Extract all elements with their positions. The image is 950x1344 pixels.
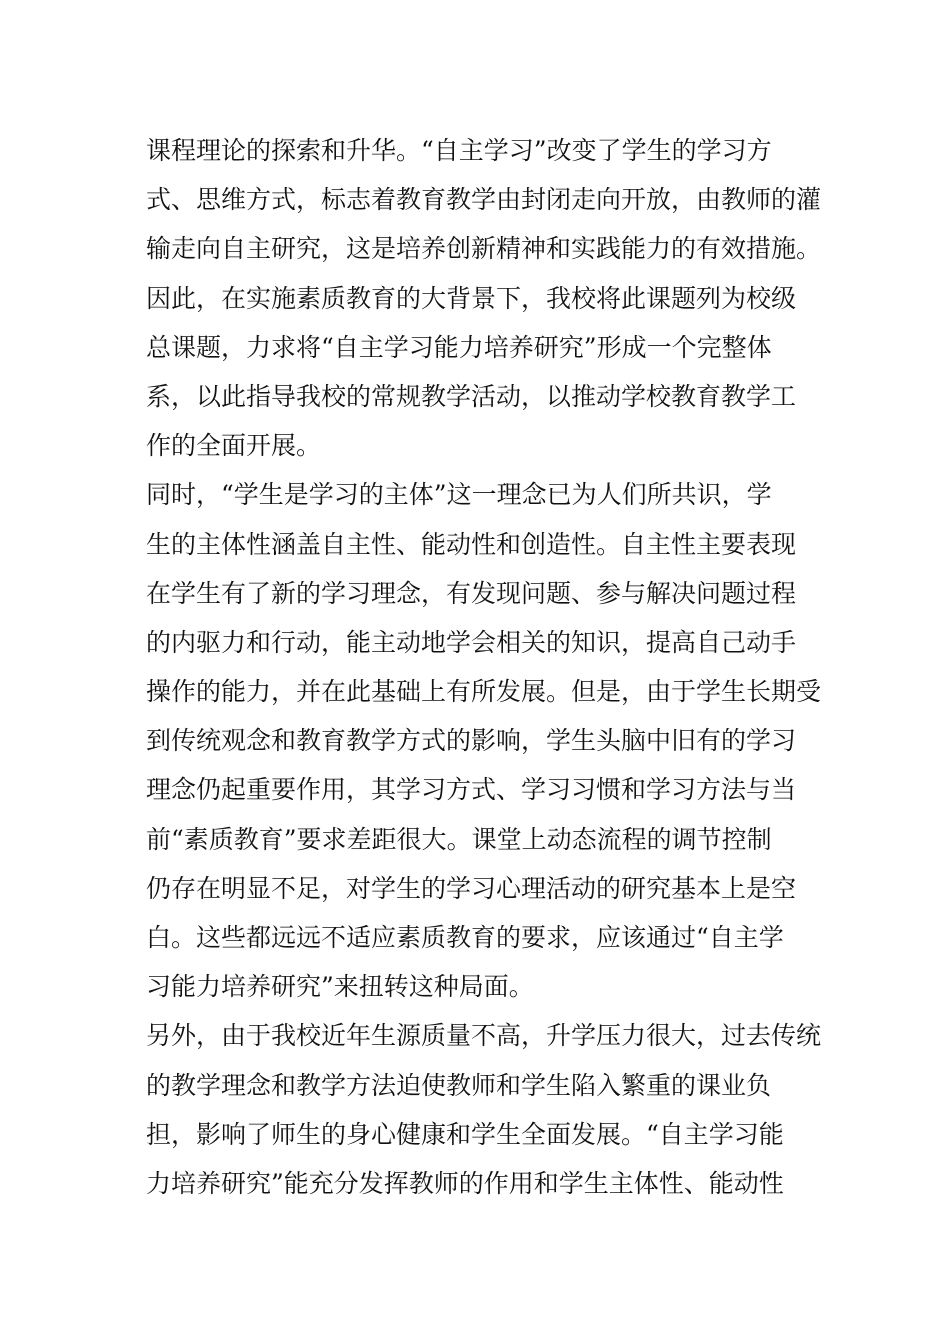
text-line: 仍存在明显不足，对学生的学习心理活动的研究基本上是空 [146, 873, 797, 903]
text-line: 的内驱力和行动，能主动地学会相关的知识，提高自己动手 [146, 627, 797, 657]
text-line: 因此，在实施素质教育的大背景下，我校将此课题列为校级 [146, 283, 797, 313]
text-line: 同时，“学生是学习的主体”这一理念已为人们所共识，学 [146, 480, 772, 510]
text-line: 习能力培养研究”来扭转这种局面。 [146, 972, 534, 1002]
text-line: 输走向自主研究，这是培养创新精神和实践能力的有效措施。 [146, 234, 822, 264]
text-line: 的教学理念和教学方法迫使教师和学生陷入繁重的课业负 [146, 1070, 772, 1100]
text-line: 生的主体性涵盖自主性、能动性和创造性。自主性主要表现 [146, 529, 797, 559]
text-line: 力培养研究”能充分发挥教师的作用和学生主体性、能动性 [146, 1168, 784, 1198]
text-line: 系，以此指导我校的常规教学活动，以推动学校教育教学工 [146, 381, 797, 411]
text-line: 理念仍起重要作用，其学习方式、学习习惯和学习方法与当 [146, 775, 797, 805]
text-line: 式、思维方式，标志着教育教学由封闭走向开放，由教师的灌 [146, 185, 822, 215]
text-line: 操作的能力，并在此基础上有所发展。但是，由于学生长期受 [146, 677, 822, 707]
text-line: 白。这些都远远不适应素质教育的要求，应该通过“自主学 [146, 923, 784, 952]
text-line: 作的全面开展。 [146, 431, 322, 461]
text-line: 另外，由于我校近年生源质量不高，升学压力很大，过去传统 [146, 1021, 822, 1051]
body-text [146, 126, 836, 1208]
text-line: 课程理论的探索和升华。“自主学习”改变了学生的学习方 [146, 136, 772, 165]
text-line: 担，影响了师生的身心健康和学生全面发展。“自主学习能 [146, 1119, 784, 1149]
text-line: 到传统观念和教育教学方式的影响，学生头脑中旧有的学习 [146, 726, 797, 756]
text-line: 总课题，力求将“自主学习能力培养研究”形成一个完整体 [146, 332, 772, 362]
text-line: 在学生有了新的学习理念，有发现问题、参与解决问题过程 [146, 578, 797, 608]
text-line: 前“素质教育”要求差距很大。课堂上动态流程的调节控制 [146, 824, 772, 854]
